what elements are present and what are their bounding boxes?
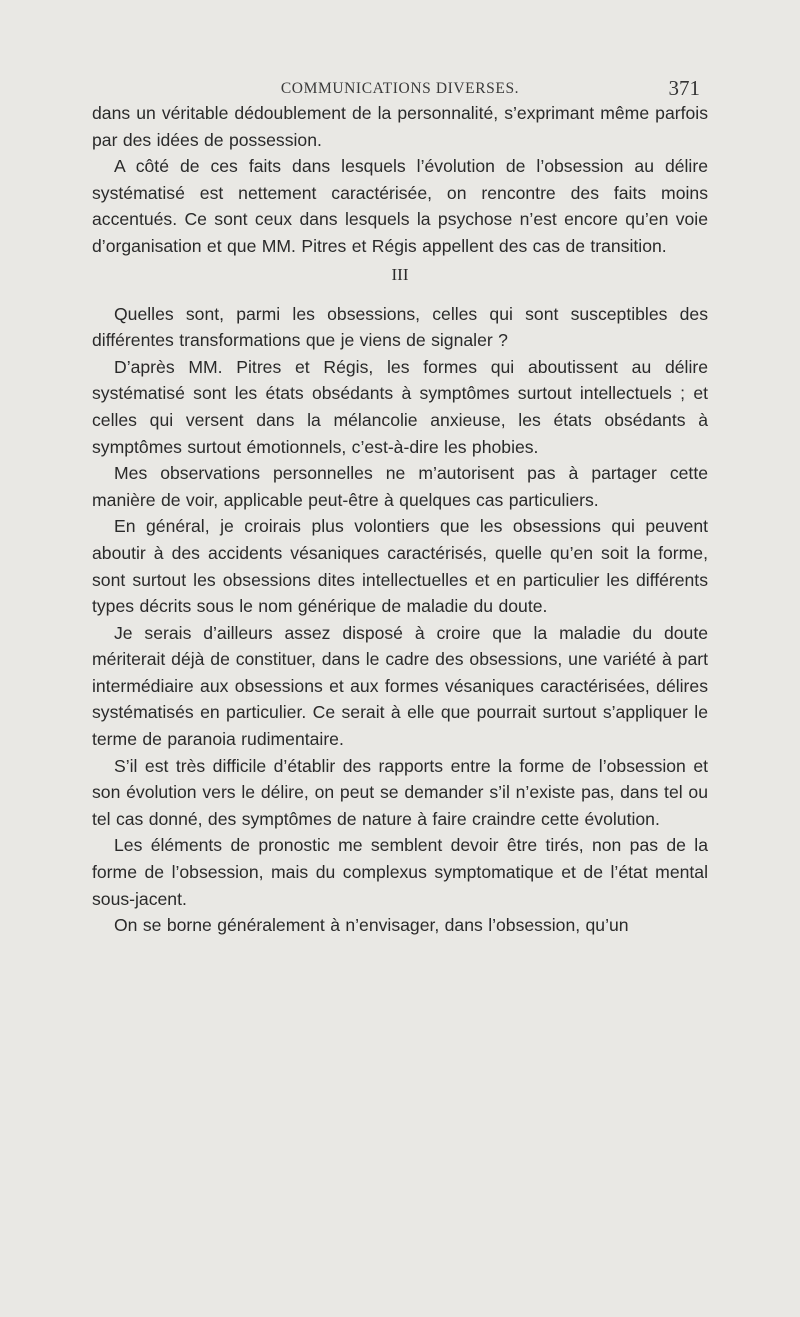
paragraph: En général, je croirais plus volontiers que les obsessions qui peuvent aboutir à des accidents vésaniques caractérisés, quelle qu’en soit la forme, sont surtout les obsessions dites intellectuelles et en particulier les différents types décrits sous le nom générique de maladie du doute. bbox=[92, 516, 708, 617]
paragraph: A côté de ces faits dans lesquels l’évolution de l’obsession au délire systématisé est nettement caractérisée, on rencontre des faits moins accentués. Ce sont ceux dans lesquels la psychose n’est encore qu’en voie d’organisation et que MM. Pitres et Régis appellent des cas de transition. bbox=[92, 156, 708, 256]
paragraph: Je serais d’ailleurs assez disposé à croire que la maladie du doute mériterait déjà de constituer, dans le cadre des obsessions, une variété à part intermédiaire aux obsessions et aux formes vésaniques caractérisées, délires systématisés en particulier. Ce serait à elle que pourrait surtout s’appliquer le terme de paranoia rudimentaire. bbox=[92, 622, 708, 750]
paragraph: Les éléments de pronostic me semblent devoir être tirés, non pas de la forme de l’obsession, mais du complexus symptomatique et de l’état mental sous-jacent. bbox=[92, 835, 708, 909]
running-title: COMMUNICATIONS DIVERSES. bbox=[280, 80, 520, 97]
paragraph: dans un véritable dédoublement de la personnalité, s’exprimant même parfois par des idées de possession. bbox=[92, 103, 708, 150]
section-heading: III bbox=[391, 264, 409, 284]
paragraph: On se borne généralement à n’envisager, dans l’obsession, qu’un bbox=[114, 915, 629, 936]
body-text bbox=[92, 100, 708, 939]
paragraph: D’après MM. Pitres et Régis, les formes qui aboutissent au délire systématisé sont les états obsédants à symptômes surtout intellectuels ; et celles qui versent dans la mélancolie anxieuse, les états obsédants à symptômes surtout émotionnels, c’est-à-dire les phobies. bbox=[92, 356, 708, 457]
paragraph: Mes observations personnelles ne m’autorisent pas à partager cette manière de voir, applicable peut-être à quelques cas particuliers. bbox=[92, 463, 708, 510]
page-number: 371 bbox=[668, 76, 700, 100]
paragraph: S’il est très difficile d’établir des rapports entre la forme de l’obsession et son évolution vers le délire, on peut se demander s’il n’existe pas, dans tel ou tel cas donné, des symptômes de nature à faire craindre cette évolution. bbox=[92, 755, 708, 829]
running-head bbox=[92, 78, 708, 100]
paragraph: Quelles sont, parmi les obsessions, celles qui sont susceptibles des différentes transformations que je viens de signaler ? bbox=[92, 303, 708, 351]
